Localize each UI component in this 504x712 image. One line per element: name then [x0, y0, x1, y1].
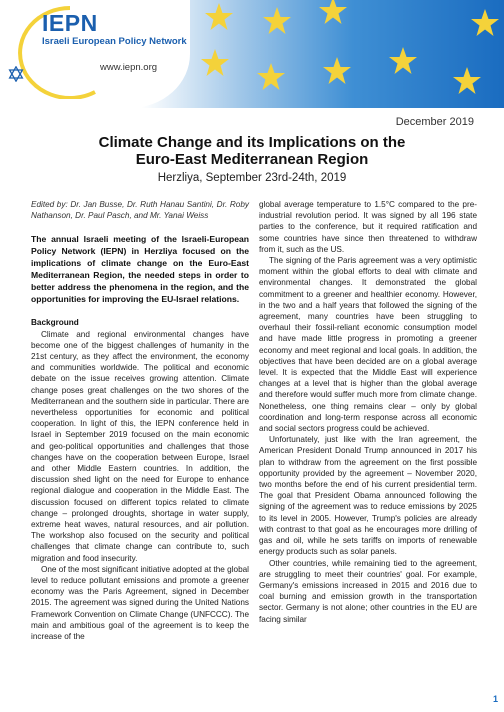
- eu-star-icon: [204, 2, 234, 32]
- body-paragraph: The signing of the Paris agreement was a very optimistic moment within the global efforts to deal with climate and environmental changes. It demonstrated the global commitment to a greener and healthier economy. However, in the two and a half years that followed the signing of the agreement, many countries have been struggling to overhaul their fossil-reliant economic consumption model and have made little progress in promoting a greener economy and meet regional and local goals. In addition, the objectives that have been decided are on a global average level. It is expected that the Middle East will experience changes at a level that is higher than the global average and therefore would suffer much more from climate change. Nonetheless, one thing remains clear – only by global coordination and long-term response across all economic and social sectors progress could be achieved.: [259, 256, 477, 434]
- body-paragraph: Other countries, while remaining tied to the agreement, are struggling to meet their countries' goal. For example, Germany's emissions increased in 2015 and 2016 due to coal burning and emission growth in the transportation sector. Germany is not alone; other countries in the EU are facing similar: [259, 558, 477, 624]
- eu-star-icon: [452, 66, 482, 96]
- website-link[interactable]: www.iepn.org: [100, 62, 158, 73]
- intro-summary: The annual Israeli meeting of the Israeli-European Policy Network (IEPN) in Herzliya focused on the implications of climate change on the Euro-East Mediterranean Region, the needed steps in order to better address the phenomena in the region, and the opportunities for improving the EU-Israel relations.: [31, 234, 249, 305]
- editors-line: Edited by: Dr. Jan Busse, Dr. Ruth Hanau Santini, Dr. Roby Nathanson, Dr. Paul Pasch, and Mr. Yanai Weiss: [31, 200, 249, 221]
- section-heading-background: Background: [31, 318, 79, 328]
- eu-star-icon: [256, 62, 286, 92]
- body-paragraph: global average temperature to 1.5°C compared to the pre-industrial revolution period. It was signed by all 196 state parties to the conference, but it required ratification and some countries have since then threatened to withdraw from it, such as the US.: [259, 200, 477, 254]
- page-number: 1: [492, 694, 498, 704]
- right-column: [259, 199, 477, 625]
- eu-star-icon: [388, 46, 418, 76]
- eu-star-icon: [322, 56, 352, 86]
- document-title-line1: Climate Change and its Implications on the: [98, 134, 406, 151]
- eu-star-icon: [200, 48, 230, 78]
- logo-panel: [0, 0, 190, 108]
- logo-subtitle: Israeli European Policy Network: [42, 36, 187, 47]
- body-paragraph: Unfortunately, just like with the Iran agreement, the American President Donald Trump announced in 2017 his plan to withdraw from the agreement on the first possible opportunity provided by the agreement – November 2020, two months before the end of his current presidential term. The goal that President Obama announced following the signing of the agreement was to reduce emissions by 2025 to its level in 2005. However, Trump's policies are already with contrast to that goal as he encourages more drilling of gas and oil, while he sets tariffs on imports of renewable energy products such as solar panels.: [259, 435, 477, 557]
- body-paragraph: One of the most significant initiative adopted at the global level to reduce pollutant emissions and promote a greener economy was the Paris Agreement, signed in December 2015. The agreement was signed during the United Nations Framework Convention on Climate Change (UNFCCC). The main and ambitious goal of the agreement is to keep the increase of the: [31, 564, 249, 642]
- document-date: December 2019: [395, 116, 474, 128]
- star-of-david-icon: [8, 66, 24, 82]
- eu-star-icon: [318, 0, 348, 26]
- eu-star-icon: [262, 6, 292, 36]
- document-subtitle: Herzliya, September 23rd-24th, 2019: [157, 172, 347, 184]
- document-title-line2: Euro-East Mediterranean Region: [135, 151, 369, 168]
- logo-brand: IEPN: [42, 10, 98, 36]
- body-paragraph: Climate and regional environmental changes have become one of the biggest challenges of humanity in the 21st century, as they affect the environment, the economy and communities worldwide. The political and economic debate on the issue receives growing attention. Climate change poses great challenges on the two shores of the Mediterranean and the southern side in particular. There are nevertheless opportunities for economic and political cooperation. In light of this, the IEPN conference held in Israel in September 2019 focused on the main economic and geo-political opportunities and challenges that those changes have on the cooperation between Europe, Israel and other Middle Eastern countries. In addition, the discussion shed light on the need for Europe to enhance regional dialogue and cooperation in the Middle East. The discussion focused on different topics related to climate change – prolonged droughts, shortage in water supply, extreme heat waves, natural resources, and air pollution. The workshop also focused on the security and political challenges that climate change can contribute to, such migration and food insecurity.: [31, 329, 249, 563]
- eu-star-icon: [470, 8, 500, 38]
- left-column: [31, 199, 249, 642]
